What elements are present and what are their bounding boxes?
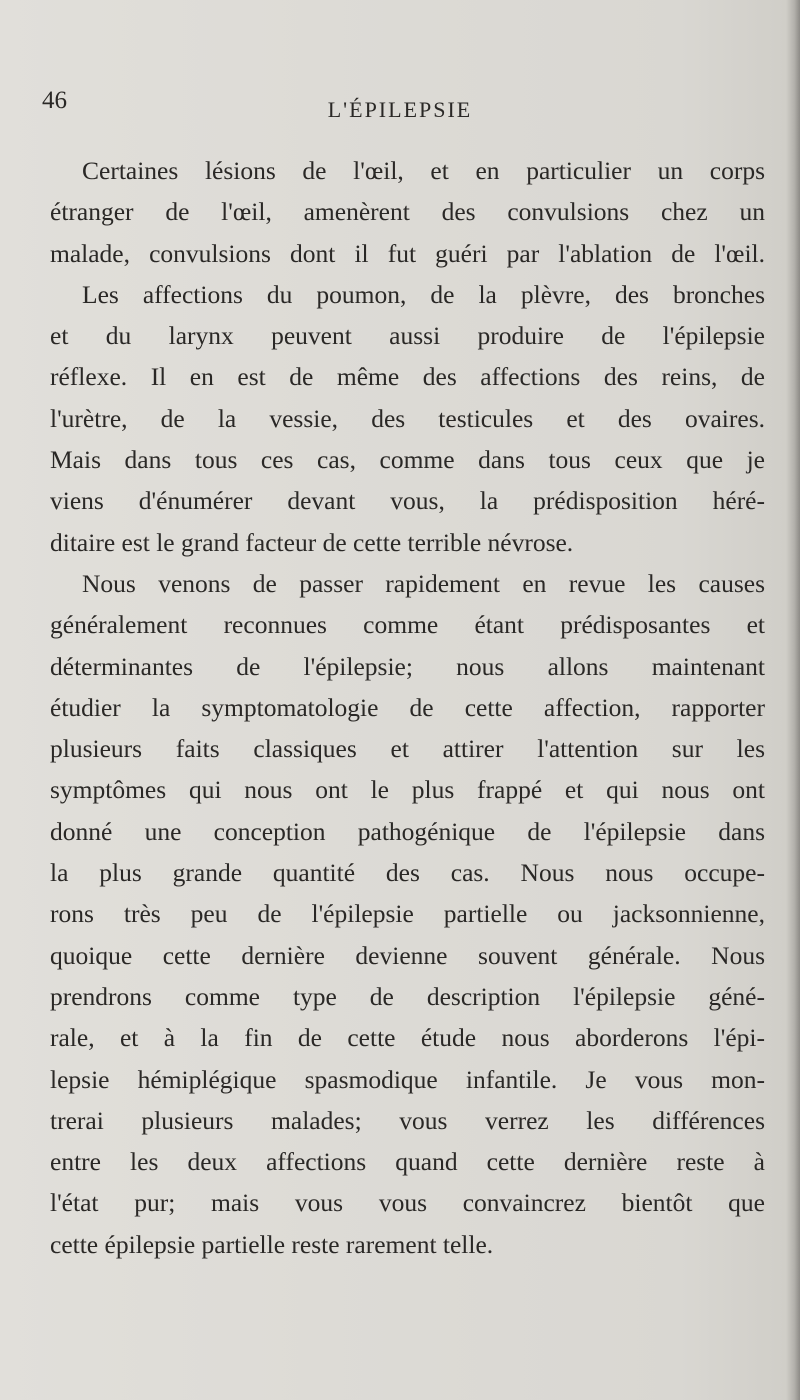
body-text: [50, 150, 765, 1265]
text-line: lepsie hémiplégique spasmodique infantile. Je vous mon-: [50, 1064, 765, 1094]
text-line: Certaines lésions de l'œil, et en particulier un corps: [82, 156, 765, 185]
text-line: déterminantes de l'épilepsie; nous allons maintenant: [50, 651, 765, 681]
text-line: cette épilepsie partielle reste rarement telle.: [50, 1229, 494, 1259]
text-line: Mais dans tous ces cas, comme dans tous ceux que je: [50, 445, 765, 475]
text-line: l'urètre, de la vessie, des testicules et des ovaires.: [50, 403, 765, 433]
text-line: réflexe. Il en est de même des affections des reins, de: [50, 362, 765, 392]
text-line: ditaire est le grand facteur de cette terrible névrose.: [50, 527, 574, 557]
text-line: et du larynx peuvent aussi produire de l'épilepsie: [50, 321, 765, 351]
text-line: rale, et à la fin de cette étude nous aborderons l'épi-: [50, 1023, 765, 1053]
text-line: Les affections du poumon, de la plèvre, des bronches: [82, 279, 765, 309]
text-line: plusieurs faits classiques et attirer l'attention sur les: [50, 734, 765, 764]
text-line: rons très peu de l'épilepsie partielle ou jacksonnienne,: [50, 899, 765, 929]
text-line: donné une conception pathogénique de l'épilepsie dans: [50, 816, 765, 846]
text-line: viens d'énumérer devant vous, la prédisposition héré-: [50, 486, 765, 516]
text-line: malade, convulsions dont il fut guéri par l'ablation de l'œil.: [50, 238, 765, 268]
text-line: étranger de l'œil, amenèrent des convulsions chez un: [50, 197, 765, 227]
text-line: prendrons comme type de description l'épilepsie géné-: [50, 981, 765, 1011]
text-line: trerai plusieurs malades; vous verrez les différences: [50, 1105, 765, 1135]
text-line: la plus grande quantité des cas. Nous nous occupe-: [50, 858, 765, 888]
page-number: 46: [42, 87, 67, 114]
running-head: L'ÉPILEPSIE: [327, 97, 473, 122]
text-line: étudier la symptomatologie de cette affection, rapporter: [50, 692, 765, 722]
text-line: quoique cette dernière devienne souvent générale. Nous: [50, 940, 765, 970]
text-line: généralement reconnues comme étant prédisposantes et: [50, 610, 765, 640]
text-line: Nous venons de passer rapidement en revue les causes: [82, 568, 765, 598]
text-line: entre les deux affections quand cette dernière reste à: [50, 1147, 765, 1177]
page-edge-shadow: [786, 0, 800, 1400]
text-line: l'état pur; mais vous vous convaincrez bientôt que: [50, 1188, 765, 1218]
text-line: symptômes qui nous ont le plus frappé et qui nous ont: [50, 775, 765, 805]
